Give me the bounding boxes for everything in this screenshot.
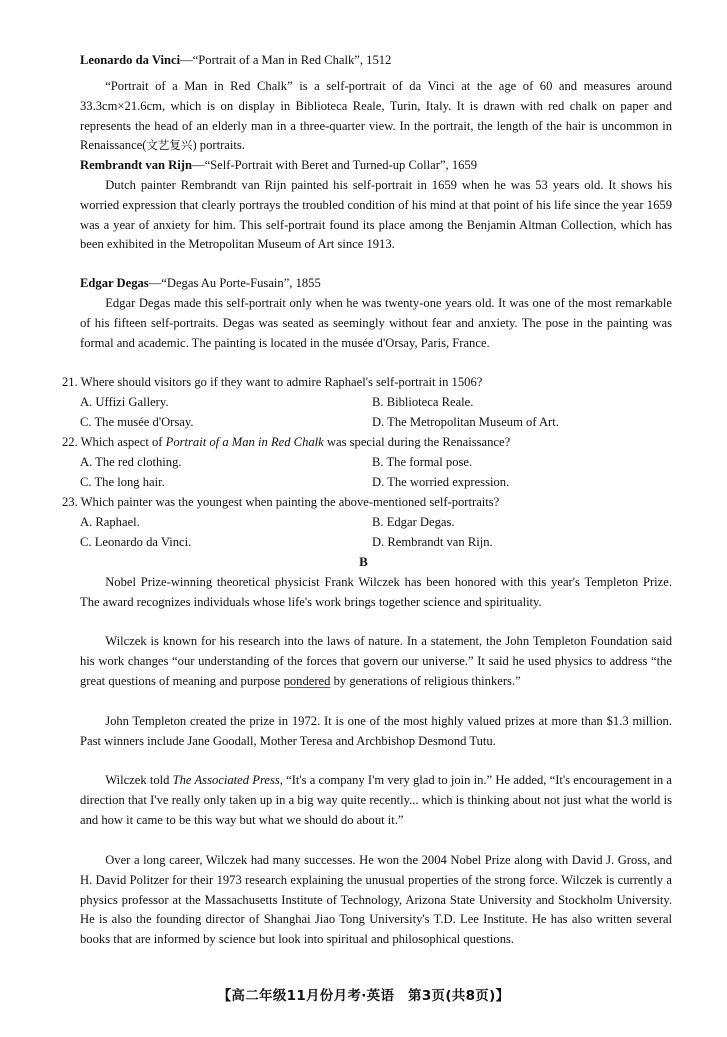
rembrandt-paragraph: Dutch painter Rembrandt van Rijn painted his self-portrait in 1659 when he was 53 years old. It shows his worried expression that clearly portrays the troubled condition of his mind at that point of his life since the year 1659 was a year of anxiety for him. This self-portrait found its place among the Benjamin Altman Collection, which has been exhibited in the Metropolitan Museum of Art since 1913.	[80, 178, 672, 252]
section-b-paragraph-3: John Templeton created the prize in 1972. It is one of the most highly valued prizes at more than $1.3 million. Past winners include Jane Goodall, Mother Teresa and Archbishop Desmond Tutu.	[80, 714, 672, 748]
leonardo-body-start: “Portrait of a Man in Red Chalk” is a self-portrait of da Vinci at the age of 60 and measures around 33.3cm×21.6cm, which is on display in Biblioteca Reale, Turin, Italy. It is drawn with red chalk on paper and represents the head of an elderly man in a three-quarter view. In the portrait, the length of the hair is uncommon in Renaissance(	[80, 79, 672, 153]
degas-title: —“Degas Au Porte-Fusain”, 1855	[148, 276, 321, 290]
question-23-option-b[interactable]: B. Edgar Degas.	[372, 515, 455, 529]
degas-name: Edgar Degas	[80, 276, 149, 290]
paragraph-4-before: Wilczek told	[105, 773, 173, 787]
leonardo-name: Leonardo da Vinci	[80, 53, 181, 67]
underlined-word-pondered: pondered	[283, 673, 331, 688]
question-21-stem: 21. Where should visitors go if they want to admire Raphael's self-portrait in 1506?	[62, 375, 483, 389]
paragraph-4-italic: The Associated Press	[172, 773, 280, 787]
degas-heading	[80, 274, 672, 294]
question-23-option-d[interactable]: D. Rembrandt van Rijn.	[372, 535, 493, 549]
leonardo-chinese-note: 文艺复兴	[146, 138, 193, 153]
page-footer: 【高二年级11月份月考·英语 第3页(共8页)】	[217, 988, 510, 1004]
leonardo-paragraph	[80, 77, 672, 156]
degas-paragraph: Edgar Degas made this self-portrait only when he was twenty-one years old. It was one of the most remarkable of his fifteen self-portraits. Degas was seated as seemingly without fear and anxiety. The pose in the painting was formal and academic. The painting is located in the musée d'Orsay, Paris, France.	[80, 296, 672, 350]
question-21-option-d[interactable]: D. The Metropolitan Museum of Art.	[372, 415, 559, 429]
leonardo-body-end: ) portraits.	[192, 138, 245, 153]
section-b-heading: B	[359, 554, 368, 569]
paragraph-2-before: Wilczek is known for his research into the laws of nature. In a statement, the John Templeton Foundation said his work changes “our understanding of the forces that govern our universe.” It said he used physics to address “the great questions of meaning and purpose	[80, 634, 672, 688]
section-b-paragraph-4	[80, 771, 672, 830]
rembrandt-title: —“Self-Portrait with Beret and Turned-up Collar”, 1659	[191, 158, 478, 172]
question-22-stem-before: 22. Which aspect of	[62, 435, 166, 449]
question-23-option-a[interactable]: A. Raphael.	[80, 515, 140, 529]
rembrandt-name: Rembrandt van Rijn	[80, 158, 192, 172]
question-22-option-d[interactable]: D. The worried expression.	[372, 475, 510, 489]
question-22-stem	[62, 433, 654, 453]
section-b-paragraph-1: Nobel Prize-winning theoretical physicist Frank Wilczek has been honored with this year's Templeton Prize. The award recognizes individuals whose life's work brings together science and spirituality.	[80, 575, 672, 609]
rembrandt-heading	[80, 156, 672, 176]
question-22-option-b[interactable]: B. The formal pose.	[372, 455, 473, 469]
section-b-paragraph-5: Over a long career, Wilczek had many successes. He won the 2004 Nobel Prize along with David J. Gross, and H. David Politzer for their 1973 research explaining the unusual properties of the strong force. Wilczek is currently a physics professor at the Massachusetts Institute of Technology, Arizona State University and Stockholm University. He is also the founding director of Shanghai Jiao Tong University's T.D. Lee Institute. He has also written several books that are informed by science but look into spiritual and philosophical questions.	[80, 853, 672, 946]
leonardo-title: —“Portrait of a Man in Red Chalk”, 1512	[180, 53, 392, 67]
section-b-paragraph-2	[80, 632, 672, 691]
question-21-option-c[interactable]: C. The musée d'Orsay.	[80, 415, 194, 429]
question-23-option-c[interactable]: C. Leonardo da Vinci.	[80, 535, 192, 549]
question-22-option-a[interactable]: A. The red clothing.	[80, 455, 182, 469]
question-22-option-c[interactable]: C. The long hair.	[80, 475, 165, 489]
paragraph-2-after: by generations of religious thinkers.”	[330, 673, 521, 688]
paragraph-4-after: , “It's a company I'm very glad to join in.” He added, “It's encouragement in a direction that I've really only taken up in a big way quite recently... which is thinking about not just what the world is and how it came to be this way but what we should do about it.”	[80, 773, 672, 827]
question-23-stem: 23. Which painter was the youngest when painting the above-mentioned self-portraits?	[62, 495, 500, 509]
question-21-option-b[interactable]: B. Biblioteca Reale.	[372, 395, 474, 409]
question-22-stem-after: was special during the Renaissance?	[323, 435, 511, 449]
question-21-option-a[interactable]: A. Uffizi Gallery.	[80, 395, 169, 409]
leonardo-heading	[80, 51, 672, 71]
question-22-stem-italic: Portrait of a Man in Red Chalk	[165, 435, 324, 449]
